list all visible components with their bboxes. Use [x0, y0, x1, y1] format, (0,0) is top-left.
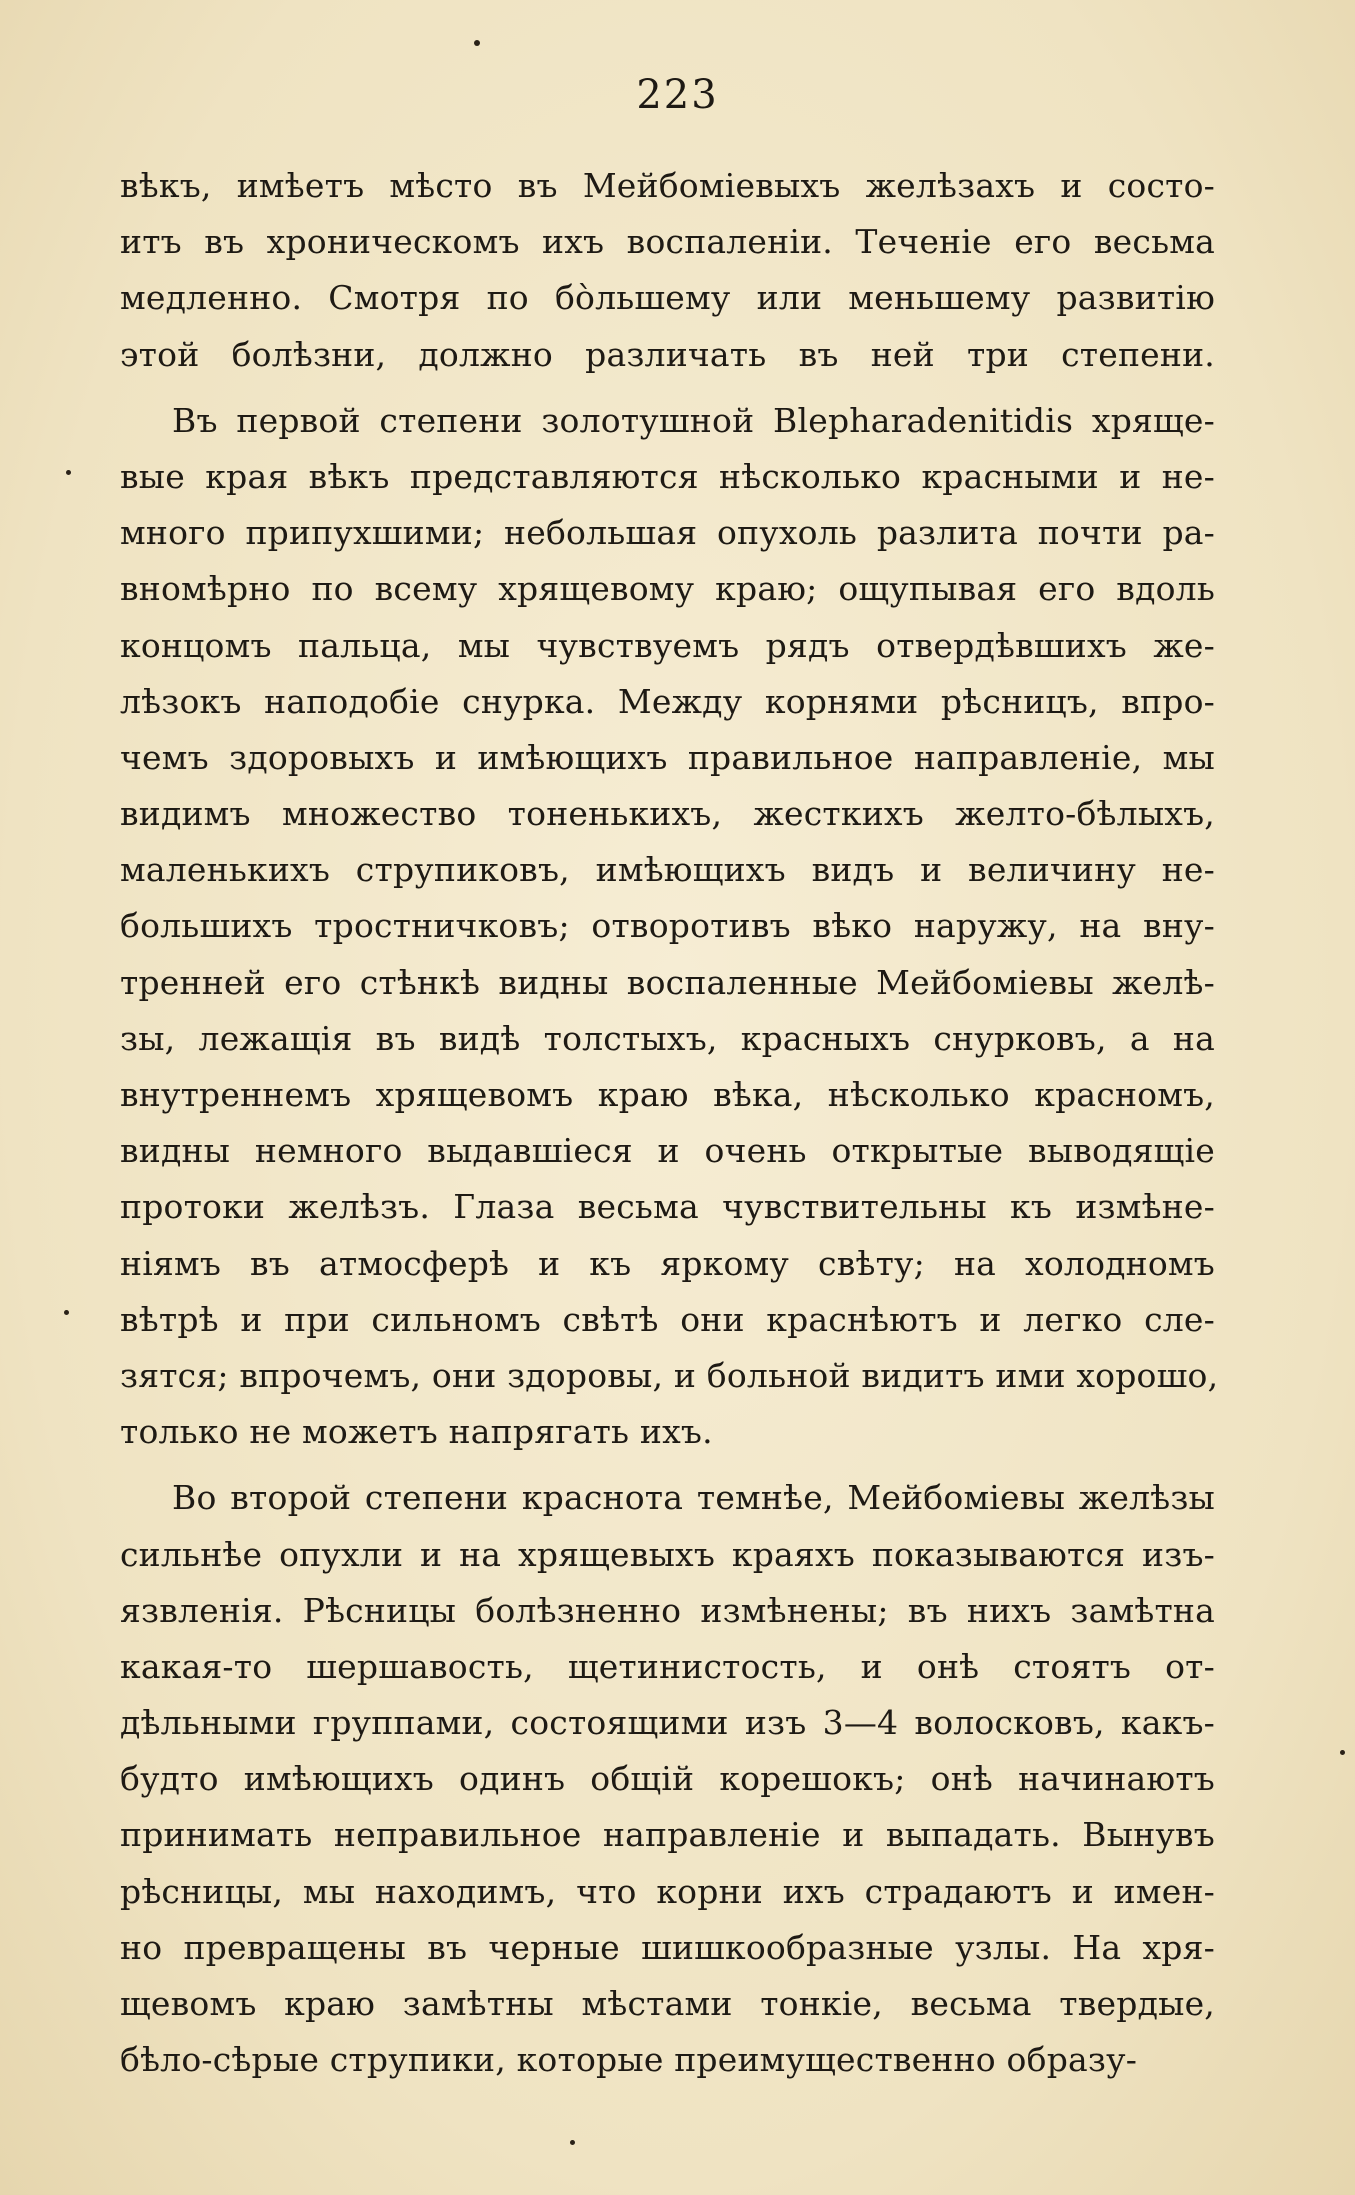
paragraph: [120, 393, 1219, 1461]
text-line: вѣтрѣ и при сильномъ свѣтѣ они краснѣютъ и легко сле-: [120, 1299, 1215, 1339]
text-line: нiямъ въ атмосферѣ и къ яркому свѣту; на холодномъ: [120, 1243, 1215, 1283]
text-line: видимъ множество тоненькихъ, жесткихъ желто-бѣлыхъ,: [120, 794, 1215, 834]
text-line: видны немного выдавшiеся и очень открытые выводящiе: [120, 1131, 1215, 1171]
text-line: вномѣрно по всему хрящевому краю; ощупывая его вдоль: [120, 569, 1215, 609]
text-line: медленно. Смотря по бо̀льшему или меньшему развитiю: [120, 278, 1215, 318]
text-line: щевомъ краю замѣтны мѣстами тонкiе, весьма твердые,: [120, 1984, 1215, 2023]
text-line: зы, лежащiя въ видѣ толстыхъ, красныхъ снурковъ, а на: [120, 1018, 1215, 1058]
page-number: 223: [636, 72, 719, 118]
text-line: бѣло-сѣрые струпики, которые преимущественно образу-: [120, 2040, 1138, 2080]
paragraph: [120, 158, 1215, 383]
text-line: внутреннемъ хрящевомъ краю вѣка, нѣсколько красномъ,: [120, 1075, 1215, 1114]
text-line: сильнѣе опухли и на хрящевыхъ краяхъ показываются изъ-: [120, 1534, 1215, 1574]
text-line: протоки желѣзъ. Глаза весьма чувствительны къ измѣне-: [120, 1187, 1215, 1227]
ink-speck: [66, 470, 71, 475]
text-line: язвленiя. Рѣсницы болѣзненно измѣнены; въ нихъ замѣтна: [120, 1590, 1215, 1630]
text-line: рѣсницы, мы находимъ, что корни ихъ страдаютъ и имен-: [120, 1871, 1215, 1911]
text-line: только не можетъ напрягать ихъ.: [120, 1412, 713, 1452]
text-line: Въ первой степени золотушной Blepharadenitidis хряще-: [172, 400, 1215, 440]
body-text: [120, 158, 1219, 2088]
text-line: концомъ пальца, мы чувствуемъ рядъ отвердѣвшихъ же-: [120, 625, 1215, 665]
ink-speck: [1340, 1750, 1345, 1755]
ink-speck: [570, 2140, 575, 2145]
text-line: зятся; впрочемъ, они здоровы, и больной видитъ ими хорошо,: [120, 1355, 1219, 1395]
text-line: тренней его стѣнкѣ видны воспаленные Мейбомiевы желѣ-: [120, 962, 1215, 1002]
ink-speck: [64, 1310, 69, 1315]
text-line: маленькихъ струпиковъ, имѣющихъ видъ и величину не-: [120, 850, 1215, 890]
text-line: этой болѣзни, должно различать въ ней три степени.: [120, 334, 1215, 374]
text-line: принимать неправильное направленiе и выпадать. Вынувъ: [120, 1815, 1215, 1855]
text-line: будто имѣющихъ одинъ общiй корешокъ; онѣ начинаютъ: [120, 1759, 1215, 1799]
text-line: лѣзокъ наподобiе снурка. Между корнями рѣсницъ, впро-: [120, 681, 1215, 721]
text-line: Во второй степени краснота темнѣе, Мейбомiевы желѣзы: [172, 1478, 1215, 1518]
ink-speck: [474, 40, 480, 46]
text-line: большихъ тростничковъ; отворотивъ вѣко наружу, на вну-: [120, 906, 1215, 946]
paragraph: [120, 1470, 1215, 2088]
text-line: дѣльными группами, состоящими изъ 3—4 волосковъ, какъ-: [120, 1703, 1215, 1743]
text-line: вѣкъ, имѣетъ мѣсто въ Мейбомiевыхъ желѣзахъ и состо-: [120, 166, 1215, 205]
text-line: чемъ здоровыхъ и имѣющихъ правильное направленiе, мы: [120, 737, 1215, 777]
text-line: но превращены въ черные шишкообразные узлы. На хря-: [120, 1927, 1215, 1967]
text-line: вые края вѣкъ представляются нѣсколько красными и не-: [120, 456, 1215, 496]
text-line: много припухшими; небольшая опухоль разлита почти ра-: [120, 513, 1215, 553]
text-line: какая-то шершавость, щетинистость, и онѣ стоятъ от-: [120, 1646, 1215, 1686]
text-line: итъ въ хроническомъ ихъ воспаленiи. Теченiе его весьма: [120, 222, 1215, 262]
